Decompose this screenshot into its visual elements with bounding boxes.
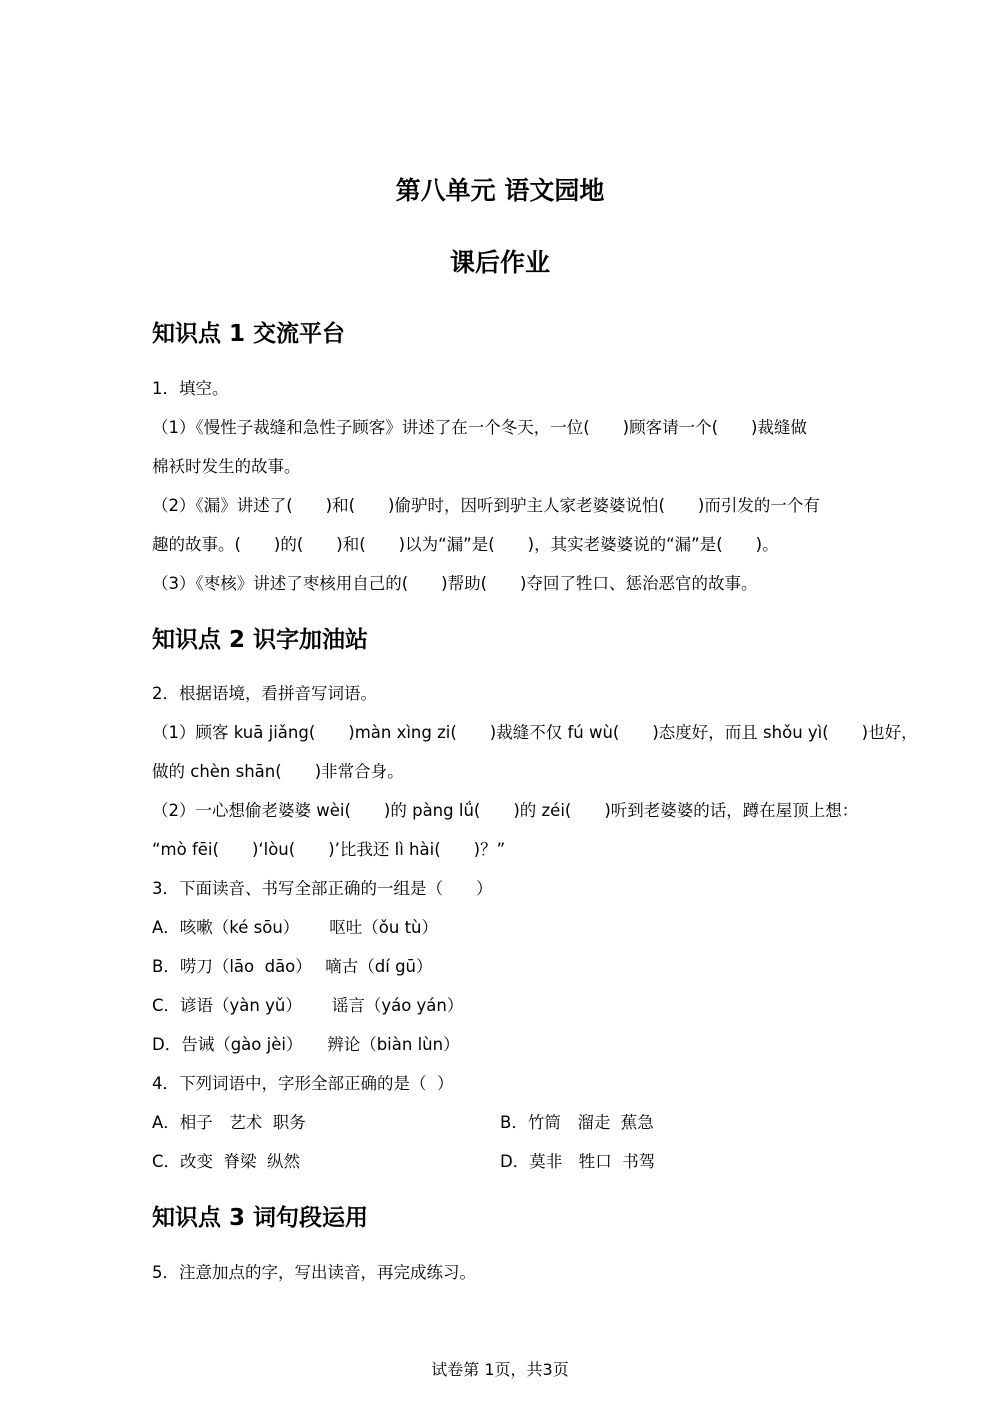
question-5-stem: 5．注意加点的字，写出读音，再完成练习。	[152, 1263, 476, 1282]
question-1-stem: 1．填空。	[152, 379, 229, 398]
question-3-option-a: A．咳嗽（ké sōu） 呕吐（ǒu tù）	[152, 918, 439, 937]
question-1-part-3: （3）《枣核》讲述了枣核用自己的( )帮助( )夺回了牲口、惩治恶官的故事。	[152, 574, 758, 593]
question-2-stem: 2．根据语境，看拼音写词语。	[152, 684, 377, 703]
question-2-part-2-line-2: “mò fēi( )‘lòu( )’比我还 lì hài( )？”	[152, 840, 506, 859]
question-2-part-1-line-1: （1）顾客 kuā jiǎng( )màn xìng zi( )裁缝不仅 fú wù( )态度好，而且 shǒu yì( )也好，	[152, 723, 918, 742]
question-1-part-2-line-1: （2）《漏》讲述了( )和( )偷驴时，因听到驴主人家老婆婆说怕( )而引发的一个有	[152, 496, 820, 515]
question-3-option-c: C．谚语（yàn yǔ） 谣言（yáo yán）	[152, 996, 464, 1015]
question-3-option-d: D．告诫（gào jèi） 辨论（biàn lùn）	[152, 1035, 460, 1054]
question-1-part-2-line-2: 趣的故事。( )的( )和( )以为“漏”是( )，其实老婆婆说的“漏”是( )。	[152, 535, 779, 554]
unit-title: 第八单元 语文园地	[395, 176, 605, 205]
worksheet-subtitle: 课后作业	[449, 248, 550, 277]
section-heading-literacy: 知识点 2 识字加油站	[152, 627, 369, 653]
question-2-part-2-line-1: （2）一心想偷老婆婆 wèi( )的 pàng lǘ( )的 zéi( )听到老婆婆的话，蹲在屋顶上想：	[152, 801, 859, 820]
question-4-option-b: B．竹筒 溜走 蕉急	[500, 1113, 654, 1132]
question-4-option-d: D．莫非 牲口 书驾	[500, 1152, 656, 1171]
section-heading-usage: 知识点 3 词句段运用	[152, 1205, 369, 1231]
question-3-option-b: B．唠刀（lāo dāo） 嘀古（dí gū）	[152, 957, 433, 976]
section-heading-communication: 知识点 1 交流平台	[152, 321, 346, 347]
question-3-stem: 3．下面读音、书写全部正确的一组是（ ）	[152, 879, 493, 898]
question-4-stem: 4．下列词语中，字形全部正确的是（ ）	[152, 1074, 454, 1093]
question-4-option-a: A．相子 艺术 职务	[152, 1113, 306, 1132]
question-4-option-c: C．改变 脊梁 纵然	[152, 1152, 301, 1171]
question-1-part-1-line-1: （1）《慢性子裁缝和急性子顾客》讲述了在一个冬天，一位( )顾客请一个( )裁缝做	[152, 418, 807, 437]
question-1-part-1-line-2: 棉袄时发生的故事。	[152, 457, 301, 476]
page-footer: 试卷第 1页，共3页	[431, 1360, 569, 1379]
question-2-part-1-line-2: 做的 chèn shān( )非常合身。	[152, 762, 404, 781]
